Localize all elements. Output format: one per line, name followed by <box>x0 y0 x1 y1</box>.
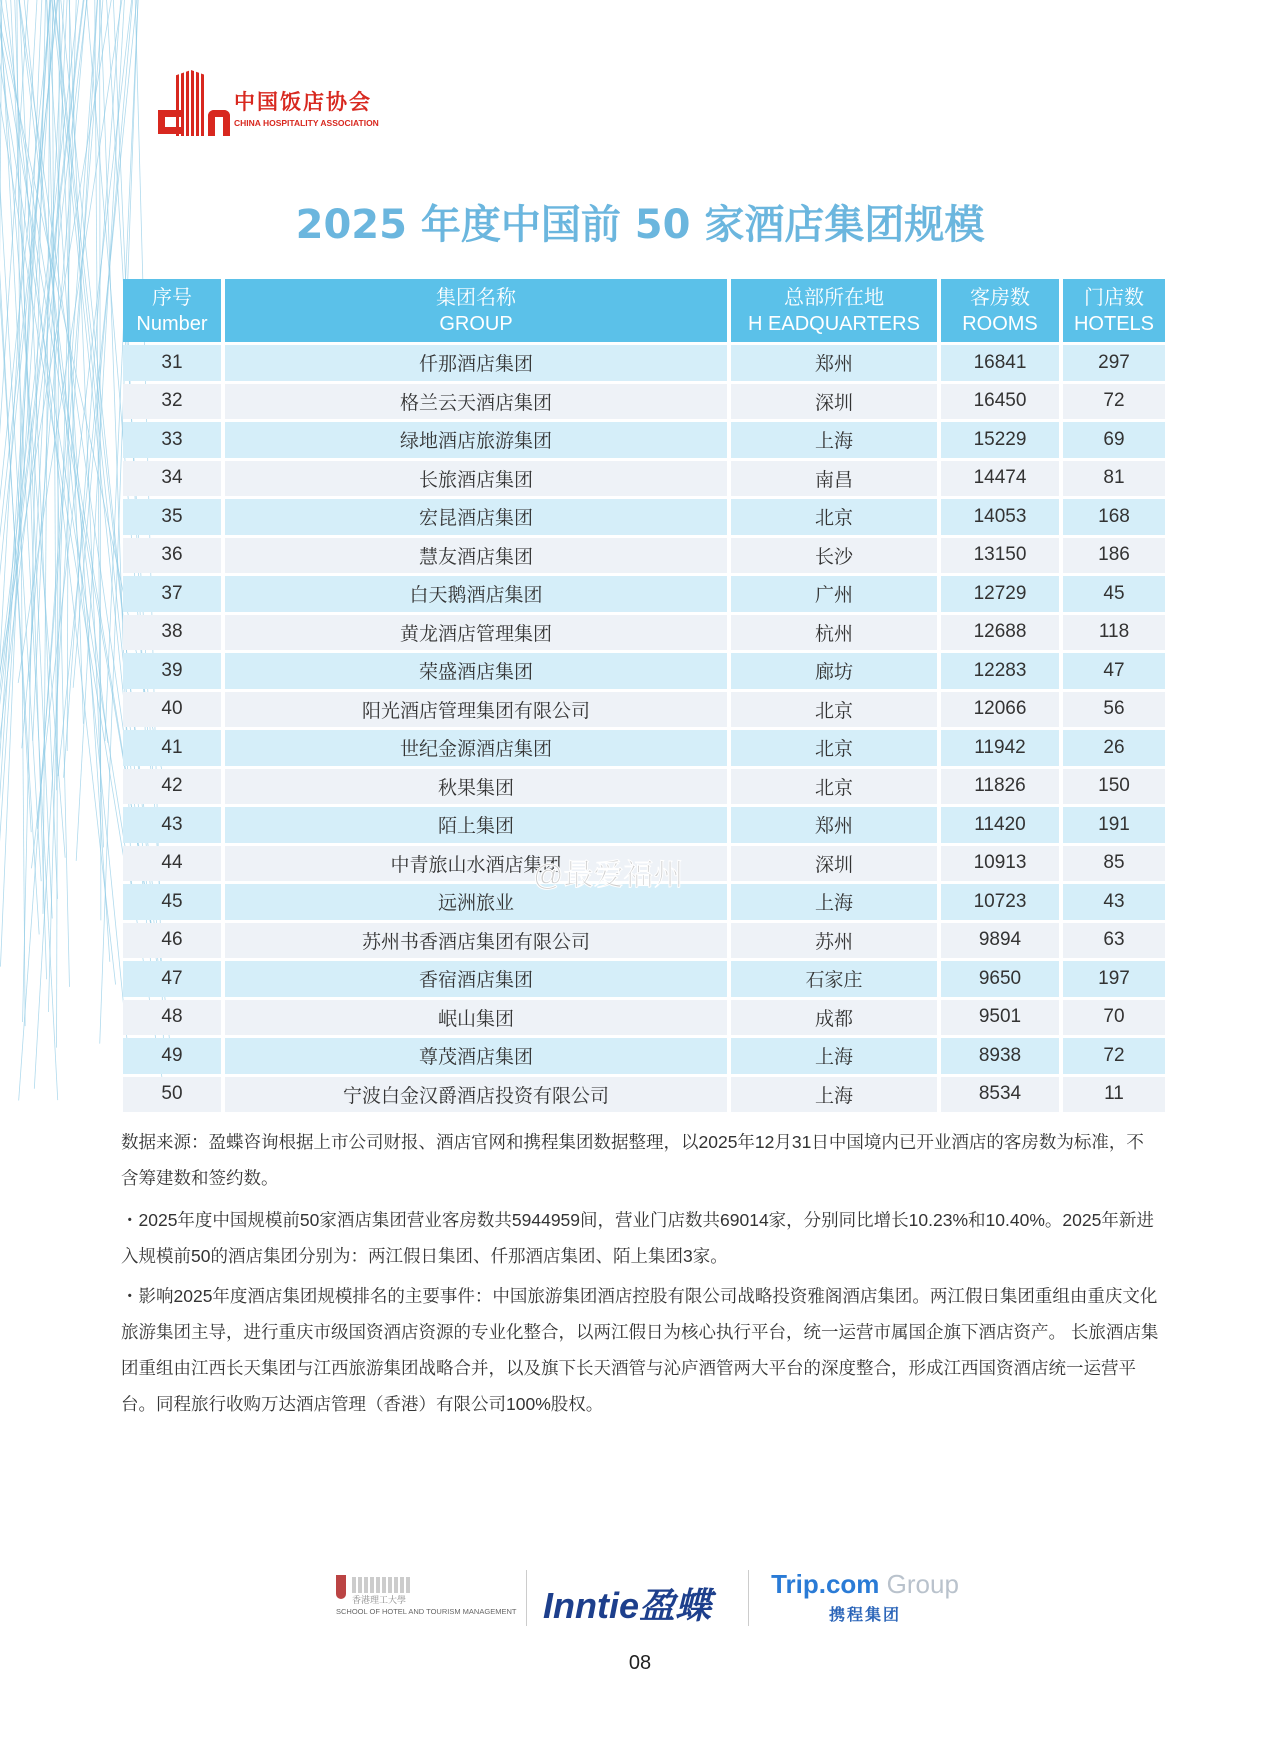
hotels-cell: 81 <box>1063 461 1165 497</box>
hotels-cell: 85 <box>1063 846 1165 882</box>
school-cn: 香港理工大學 <box>352 1595 407 1605</box>
table-row <box>123 1038 1165 1074</box>
table-row <box>123 576 1165 612</box>
rooms-cell: 11826 <box>941 769 1059 805</box>
hotels-cell: 56 <box>1063 692 1165 728</box>
hotels-cell: 150 <box>1063 769 1165 805</box>
hotel-group-table <box>119 276 1169 1115</box>
cha-logo <box>158 70 398 136</box>
table-row <box>123 384 1165 420</box>
logo-en: CHINA HOSPITALITY ASSOCIATION <box>234 118 379 128</box>
headquarters-cell: 上海 <box>731 1038 937 1074</box>
rank-cell: 36 <box>123 538 221 574</box>
rank-cell: 42 <box>123 769 221 805</box>
hotels-cell: 118 <box>1063 615 1165 651</box>
group-name-cell: 岷山集团 <box>225 1000 727 1036</box>
rooms-cell: 12066 <box>941 692 1059 728</box>
hotels-cell: 168 <box>1063 499 1165 535</box>
table-row <box>123 1077 1165 1113</box>
table-header <box>123 279 1165 342</box>
bullet-summary: ・2025年度中国规模前50家酒店集团营业客房数共5944959间，营业门店数共69014家，分别同比增长10.23%和10.40%。2025年新进入规模前50的酒店集团分别为：两江假日集团、仟那酒店集团、陌上集团3家。 <box>121 1210 1154 1266</box>
headquarters-cell: 深圳 <box>731 384 937 420</box>
rooms-cell: 15229 <box>941 422 1059 458</box>
watermark: @最爱福州 <box>533 859 684 892</box>
hotels-cell: 186 <box>1063 538 1165 574</box>
rank-cell: 41 <box>123 730 221 766</box>
headquarters-cell: 北京 <box>731 730 937 766</box>
rank-cell: 45 <box>123 884 221 920</box>
rank-cell: 35 <box>123 499 221 535</box>
group-name-cell: 秋果集团 <box>225 769 727 805</box>
header-en: H EADQUARTERS <box>748 312 920 335</box>
header-en: Number <box>136 312 208 335</box>
headquarters-cell: 南昌 <box>731 461 937 497</box>
group-name-cell: 白天鹅酒店集团 <box>225 576 727 612</box>
headquarters-cell: 成都 <box>731 1000 937 1036</box>
trip-group: Group <box>879 1569 959 1599</box>
hotels-cell: 70 <box>1063 1000 1165 1036</box>
group-name-cell: 世纪金源酒店集团 <box>225 730 727 766</box>
rooms-cell: 11420 <box>941 807 1059 843</box>
hotels-cell: 191 <box>1063 807 1165 843</box>
decorative-line <box>43 0 50 914</box>
hotels-cell: 43 <box>1063 884 1165 920</box>
tripcom-logo <box>765 1569 965 1625</box>
headquarters-cell: 廊坊 <box>731 653 937 689</box>
rooms-cell: 12283 <box>941 653 1059 689</box>
rank-cell: 46 <box>123 923 221 959</box>
rank-cell: 37 <box>123 576 221 612</box>
column-header <box>123 279 221 342</box>
hotels-cell: 63 <box>1063 923 1165 959</box>
group-name-cell: 仟那酒店集团 <box>225 345 727 381</box>
group-name-cell: 格兰云天酒店集团 <box>225 384 727 420</box>
headquarters-cell: 上海 <box>731 884 937 920</box>
table-row <box>123 1000 1165 1036</box>
table-row <box>123 422 1165 458</box>
column-header <box>1063 279 1165 342</box>
rank-cell: 50 <box>123 1077 221 1113</box>
rooms-cell: 8938 <box>941 1038 1059 1074</box>
rank-cell: 47 <box>123 961 221 997</box>
group-name-cell: 荣盛酒店集团 <box>225 653 727 689</box>
group-name-cell: 宁波白金汉爵酒店投资有限公司 <box>225 1077 727 1113</box>
group-name-cell: 长旅酒店集团 <box>225 461 727 497</box>
headquarters-cell: 长沙 <box>731 538 937 574</box>
headquarters-cell: 郑州 <box>731 345 937 381</box>
page-title: 2025 年度中国前 50 家酒店集团规模 <box>295 202 985 248</box>
group-name-cell: 远洲旅业 <box>225 884 727 920</box>
headquarters-cell: 深圳 <box>731 846 937 882</box>
header-cn: 总部所在地 <box>784 286 884 309</box>
hotels-cell: 47 <box>1063 653 1165 689</box>
polyu-shtm-logo <box>336 1575 517 1619</box>
logo-cn: 中国饭店协会 <box>234 89 372 114</box>
hotels-cell: 72 <box>1063 384 1165 420</box>
header-en: HOTELS <box>1073 312 1155 335</box>
table-row <box>123 807 1165 843</box>
headquarters-cell: 上海 <box>731 1077 937 1113</box>
rooms-cell: 8534 <box>941 1077 1059 1113</box>
column-header <box>731 279 937 342</box>
table-row <box>123 538 1165 574</box>
divider <box>748 1570 749 1626</box>
rooms-cell: 10913 <box>941 846 1059 882</box>
rank-cell: 40 <box>123 692 221 728</box>
hotels-cell: 11 <box>1063 1077 1165 1113</box>
rooms-cell: 12688 <box>941 615 1059 651</box>
headquarters-cell: 郑州 <box>731 807 937 843</box>
table-row <box>123 923 1165 959</box>
group-name-cell: 绿地酒店旅游集团 <box>225 422 727 458</box>
page-number: 08 <box>628 1652 652 1674</box>
table-row <box>123 499 1165 535</box>
table-row <box>123 653 1165 689</box>
headquarters-cell: 广州 <box>731 576 937 612</box>
header-cn: 集团名称 <box>436 286 516 309</box>
table-row <box>123 769 1165 805</box>
hotels-cell: 26 <box>1063 730 1165 766</box>
divider <box>526 1570 527 1626</box>
headquarters-cell: 石家庄 <box>731 961 937 997</box>
rooms-cell: 13150 <box>941 538 1059 574</box>
rank-cell: 43 <box>123 807 221 843</box>
headquarters-cell: 北京 <box>731 769 937 805</box>
header-cn: 门店数 <box>1084 286 1144 309</box>
rank-cell: 39 <box>123 653 221 689</box>
trip-main: Trip.com <box>771 1569 880 1599</box>
rank-cell: 44 <box>123 846 221 882</box>
rank-cell: 38 <box>123 615 221 651</box>
rank-cell: 31 <box>123 345 221 381</box>
table-row <box>123 961 1165 997</box>
rooms-cell: 11942 <box>941 730 1059 766</box>
group-name-cell: 尊茂酒店集团 <box>225 1038 727 1074</box>
table-row <box>123 345 1165 381</box>
headquarters-cell: 苏州 <box>731 923 937 959</box>
headquarters-cell: 杭州 <box>731 615 937 651</box>
school-en: SCHOOL OF HOTEL AND TOURISM MANAGEMENT <box>336 1607 517 1616</box>
header-cn: 序号 <box>152 286 192 309</box>
column-header <box>225 279 727 342</box>
headquarters-cell: 上海 <box>731 422 937 458</box>
group-name-cell: 香宿酒店集团 <box>225 961 727 997</box>
bullet-events: ・影响2025年度酒店集团规模排名的主要事件：中国旅游集团酒店控股有限公司战略投资雅阁酒店集团。两江假日集团重组由重庆文化旅游集团主导，进行重庆市级国资酒店资源的专业化整合，以两江假日为核心执行平台，统一运营市属国企旗下酒店资产。 长旅酒店集团重组由江西长天集团与江西旅游集团战略合并，以及旗下长天酒管与沁庐酒管两大平台的深度整合，形成江西国资酒店统一运营平台。同程旅行收购万达酒店管理（香港）有限公司100%股权。 <box>121 1286 1159 1414</box>
rooms-cell: 10723 <box>941 884 1059 920</box>
group-name-cell: 慧友酒店集团 <box>225 538 727 574</box>
rooms-cell: 14474 <box>941 461 1059 497</box>
headquarters-cell: 北京 <box>731 499 937 535</box>
rank-cell: 49 <box>123 1038 221 1074</box>
hotels-cell: 45 <box>1063 576 1165 612</box>
table-row <box>123 461 1165 497</box>
rooms-cell: 9501 <box>941 1000 1059 1036</box>
rooms-cell: 14053 <box>941 499 1059 535</box>
headquarters-cell: 北京 <box>731 692 937 728</box>
hotels-cell: 69 <box>1063 422 1165 458</box>
rooms-cell: 9650 <box>941 961 1059 997</box>
trip-cn: 携程集团 <box>828 1607 901 1624</box>
table-row <box>123 692 1165 728</box>
group-name-cell: 宏昆酒店集团 <box>225 499 727 535</box>
table-row <box>123 615 1165 651</box>
rank-cell: 32 <box>123 384 221 420</box>
header-en: GROUP <box>439 312 513 335</box>
source-note: 数据来源：盈蝶咨询根据上市公司财报、酒店官网和携程集团数据整理，以2025年12月31日中国境内已开业酒店的客房数为标准，不含筹建数和签约数。 <box>121 1132 1144 1188</box>
group-name-cell: 苏州书香酒店集团有限公司 <box>225 923 727 959</box>
rank-cell: 33 <box>123 422 221 458</box>
group-name-cell: 陌上集团 <box>225 807 727 843</box>
rooms-cell: 9894 <box>941 923 1059 959</box>
hotels-cell: 297 <box>1063 345 1165 381</box>
hotels-cell: 197 <box>1063 961 1165 997</box>
group-name-cell: 黄龙酒店管理集团 <box>225 615 727 651</box>
column-header <box>941 279 1059 342</box>
inntie-logo: Inntie盈蝶 <box>543 1585 711 1626</box>
header-en: ROOMS <box>962 312 1038 335</box>
header-cn: 客房数 <box>970 286 1030 309</box>
table-row <box>123 730 1165 766</box>
decorative-line <box>0 0 88 762</box>
hotels-cell: 72 <box>1063 1038 1165 1074</box>
rooms-cell: 16450 <box>941 384 1059 420</box>
rank-cell: 34 <box>123 461 221 497</box>
rooms-cell: 12729 <box>941 576 1059 612</box>
group-name-cell: 阳光酒店管理集团有限公司 <box>225 692 727 728</box>
rank-cell: 48 <box>123 1000 221 1036</box>
rooms-cell: 16841 <box>941 345 1059 381</box>
group-name-cell: 中青旅山水酒店集团 <box>225 846 727 882</box>
